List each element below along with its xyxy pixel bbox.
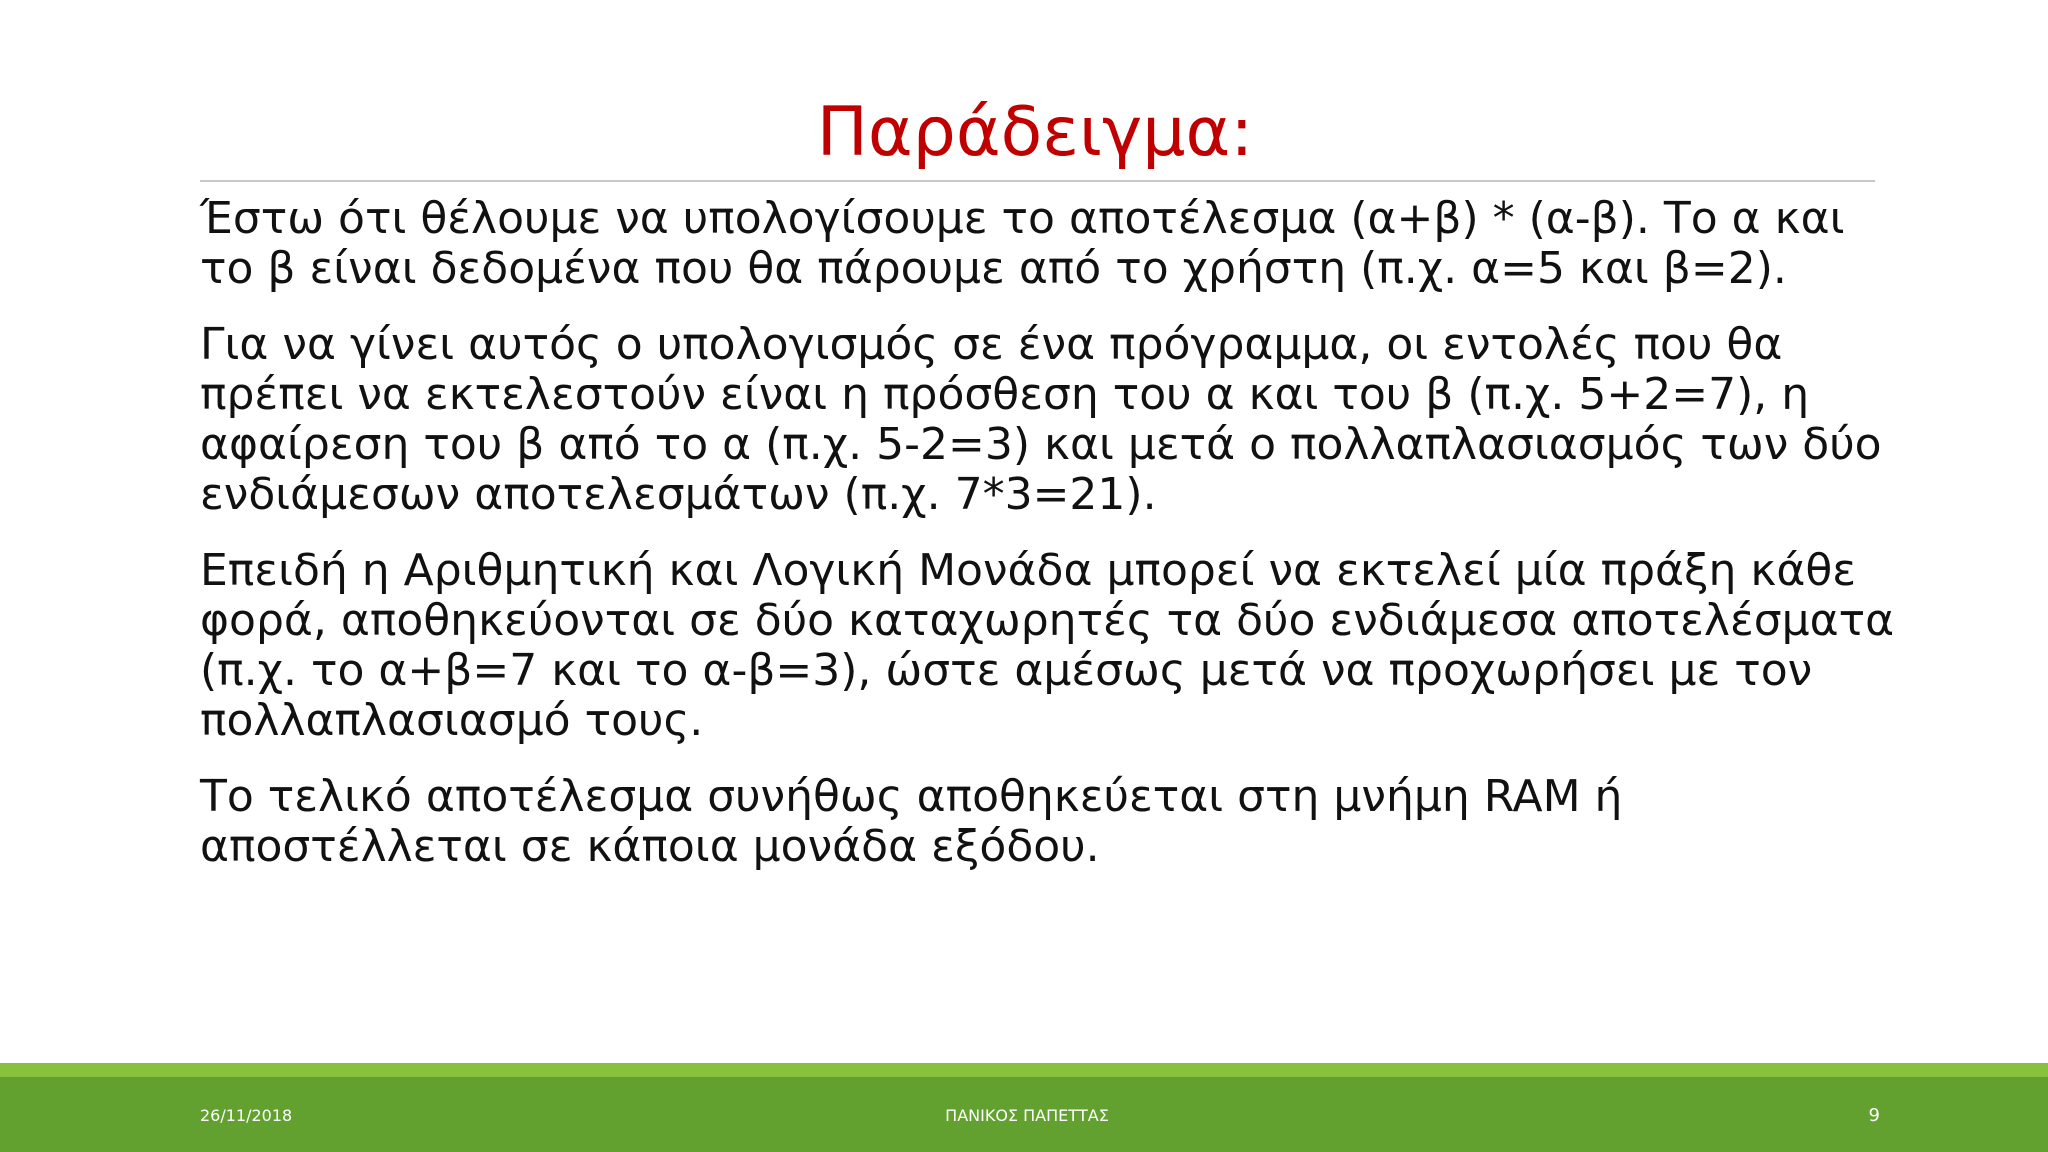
slide-body: [200, 194, 1900, 898]
title-divider: [200, 180, 1875, 182]
slide-page-number: 9: [1868, 1105, 1880, 1126]
footer-date: 26/11/2018: [200, 1106, 293, 1125]
footer-author: ΠΑΝΙΚΟΣ ΠΑΠΕΤΤΑΣ: [945, 1106, 1109, 1125]
body-paragraph-4: Το τελικό αποτέλεσμα συνήθως αποθηκεύεται στη μνήμη RAM ή αποστέλλεται σε κάποια μονάδα εξόδου.: [200, 771, 1623, 872]
body-paragraph-3: Επειδή η Αριθμητική και Λογική Μονάδα μπορεί να εκτελεί μία πράξη κάθε φορά, αποθηκεύονται σε δύο καταχωρητές τα δύο ενδιάμεσα αποτελέσματα (π.χ. το α+β=7 και το α-β=3), ώστε αμέσως μετά να προχωρήσει με τον πολλαπλασιασμό τους.: [200, 545, 1895, 746]
footer-accent-stripe: [0, 1063, 2048, 1077]
slide-title: Παράδειγμα:: [816, 93, 1254, 172]
body-paragraph-1: Έστω ότι θέλουμε να υπολογίσουμε το αποτέλεσμα (α+β) * (α-β). Το α και το β είναι δεδομένα που θα πάρουμε από το χρήστη (π.χ. α=5 και β=2).: [200, 193, 1845, 294]
body-paragraph-2: Για να γίνει αυτός ο υπολογισμός σε ένα πρόγραμμα, οι εντολές που θα πρέπει να εκτελεστούν είναι η πρόσθεση του α και του β (π.χ. 5+2=7), η αφαίρεση του β από το α (π.χ. 5-2=3) και μετά ο πολλαπλασιασμός των δύο ενδιάμεσων αποτελεσμάτων (π.χ. 7*3=21).: [200, 319, 1882, 520]
